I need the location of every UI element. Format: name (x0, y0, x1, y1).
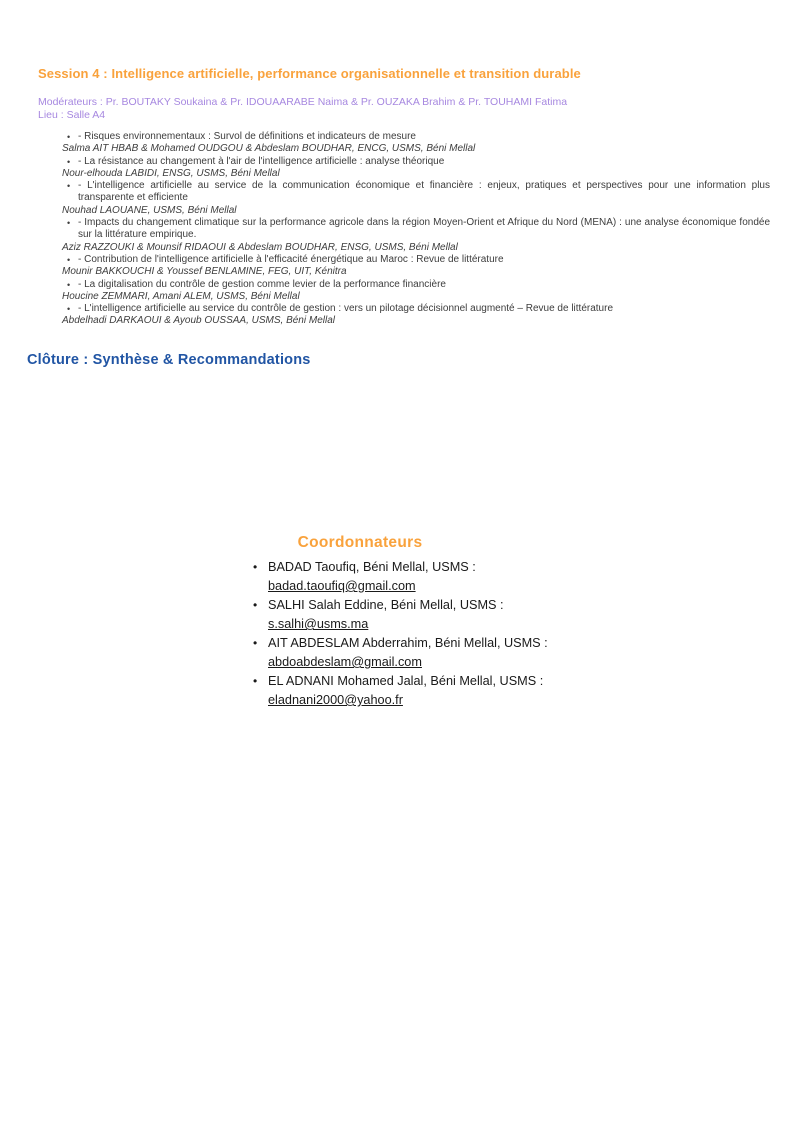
coordinator-name: EL ADNANI Mohamed Jalal, Béni Mellal, USMS : (268, 674, 544, 688)
presentation-authors: Mounir BAKKOUCHI & Youssef BENLAMINE, FEG, UIT, Kénitra (62, 266, 347, 278)
presentation-title-text: - La digitalisation du contrôle de gestion comme levier de la performance financière (78, 278, 446, 290)
presentation-title (62, 303, 770, 315)
presentation-title (62, 131, 770, 143)
bullet-icon: • (67, 218, 71, 229)
presentation-authors: Aziz RAZZOUKI & Mounsif RIDAOUI & Abdeslam BOUDHAR, ENSG, USMS, Béni Mellal (62, 241, 458, 253)
location-line: Lieu : Salle A4 (38, 109, 106, 121)
coordinator-item (253, 672, 583, 710)
coordinator-item (253, 596, 583, 634)
coordinator-email-link[interactable]: eladnani2000@yahoo.fr (268, 693, 403, 707)
coordinator-email-link[interactable]: s.salhi@usms.ma (268, 617, 369, 631)
coordinator-email-link[interactable]: badad.taoufiq@gmail.com (268, 579, 416, 593)
presentations-list (62, 131, 770, 328)
presentation-title (62, 180, 770, 205)
coordinator-name: AIT ABDESLAM Abderrahim, Béni Mellal, USMS : (268, 636, 548, 650)
coordinator-name: SALHI Salah Eddine, Béni Mellal, USMS : (268, 598, 504, 612)
bullet-icon: • (67, 132, 71, 142)
bullet-icon: • (253, 598, 258, 612)
presentation-title-text: - L'intelligence artificielle au service de la communication économique et financière : enjeux, pratiques et perspectives pour une information plus transparente et efficiente (78, 180, 770, 204)
presentation-title-text: - Impacts du changement climatique sur la performance agricole dans la région Moyen-Orient et Afrique du Nord (MENA) : une analyse économique fondée sur la littérature empirique. (78, 217, 770, 241)
session-heading: Session 4 : Intelligence artificielle, performance organisationnelle et transition durable (38, 66, 581, 81)
bullet-icon: • (67, 181, 71, 192)
presentation-authors: Salma AIT HBAB & Mohamed OUDGOU & Abdeslam BOUDHAR, ENCG, USMS, Béni Mellal (62, 143, 476, 155)
presentation-item (62, 279, 770, 304)
presentation-authors: Nour-elhouda LABIDI, ENSG, USMS, Béni Mellal (62, 167, 280, 179)
coordinators-heading: Coordonnateurs (297, 534, 423, 551)
presentation-item (62, 217, 770, 254)
presentation-title (62, 217, 770, 242)
moderators-line: Modérateurs : Pr. BOUTAKY Soukaina & Pr. IDOUAARABE Naima & Pr. OUZAKA Brahim & Pr. TOUHAMI Fatima (38, 96, 568, 108)
presentation-title (62, 254, 770, 266)
bullet-icon: • (253, 636, 258, 650)
bullet-icon: • (67, 254, 71, 265)
presentation-item (62, 254, 770, 279)
presentation-title-text: - La résistance au changement à l'air de l'intelligence artificielle : analyse théorique (78, 155, 445, 167)
presentation-title-text: - Contribution de l'intelligence artificielle à l'efficacité énergétique au Maroc : Revue de littérature (78, 253, 504, 265)
presentation-title (62, 279, 770, 291)
presentation-authors: Nouhad LAOUANE, USMS, Béni Mellal (62, 204, 237, 216)
coordinator-item (253, 634, 583, 672)
coordinator-email-link[interactable]: abdoabdeslam@gmail.com (268, 655, 422, 669)
coordinators-list (253, 558, 583, 710)
coordinator-name: BADAD Taoufiq, Béni Mellal, USMS : (268, 560, 476, 574)
bullet-icon: • (67, 279, 71, 290)
coordinator-item (253, 558, 583, 596)
presentation-item (62, 156, 770, 181)
presentation-item (62, 180, 770, 217)
closing-heading: Clôture : Synthèse & Recommandations (27, 352, 311, 368)
bullet-icon: • (253, 560, 258, 574)
presentation-authors: Houcine ZEMMARI, Amani ALEM, USMS, Béni Mellal (62, 290, 300, 302)
presentation-item (62, 303, 770, 328)
bullet-icon: • (67, 156, 71, 167)
presentation-item (62, 131, 770, 156)
presentation-title-text: - L'intelligence artificielle au service du contrôle de gestion : vers un pilotage décisionnel augmenté – Revue de littérature (78, 303, 613, 315)
presentation-title-text: - Risques environnementaux : Survol de définitions et indicateurs de mesure (78, 131, 416, 142)
bullet-icon: • (67, 304, 71, 315)
presentation-authors: Abdelhadi DARKAOUI & Ayoub OUSSAA, USMS, Béni Mellal (62, 315, 335, 327)
bullet-icon: • (253, 674, 258, 688)
presentation-title (62, 156, 770, 168)
